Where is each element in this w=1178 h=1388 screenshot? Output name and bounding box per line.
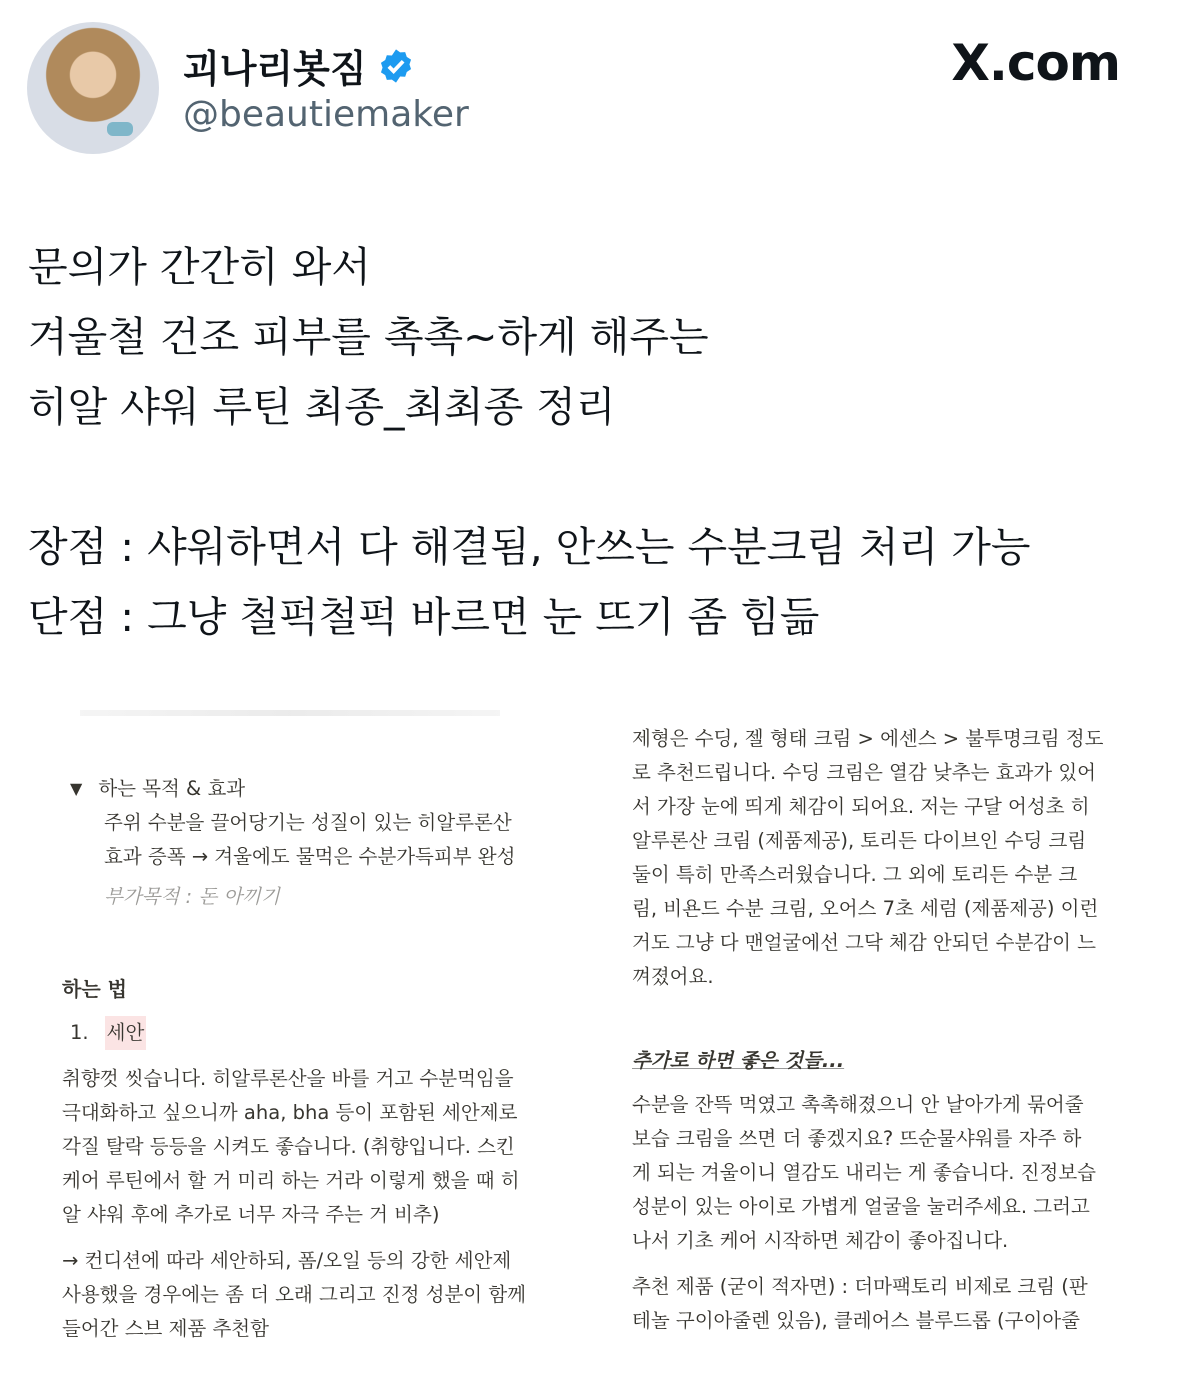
paragraph <box>632 1270 1132 1338</box>
paragraph <box>62 1062 562 1232</box>
subheading: 추가로 하면 좋은 것들... <box>632 1049 845 1072</box>
text-line: → 컨디션에 따라 세안하되, 폼/오일 등의 강한 세안제 <box>62 1249 512 1272</box>
step-item <box>70 1016 562 1050</box>
tweet-line: 히알 샤워 루틴 최종_최최종 정리 <box>28 383 616 431</box>
avatar[interactable] <box>27 22 159 154</box>
paragraph <box>62 1244 562 1345</box>
text-line: 케어 루틴에서 할 거 미리 하는 거라 이렇게 했을 때 히 <box>62 1169 520 1192</box>
text-line: 효과 증폭 → 겨울에도 물먹은 수분가득피부 완성 <box>104 845 516 868</box>
left-column <box>62 772 562 1345</box>
text-line: 보습 크림을 쓰면 더 좋겠지요? 뜨순물샤워를 자주 하 <box>632 1127 1082 1150</box>
step-label: 세안 <box>105 1016 147 1050</box>
text-line: 림, 비욘드 수분 크림, 오어스 7초 세럼 (제품제공) 이런 <box>632 897 1099 920</box>
text-line: 알 샤워 후에 추가로 너무 자극 주는 거 비추) <box>62 1203 440 1226</box>
avatar-bow-decoration <box>107 122 133 136</box>
paragraph <box>632 1088 1132 1258</box>
tweet-line: 문의가 간간히 와서 <box>28 243 371 291</box>
text-line: 거도 그냥 다 맨얼굴에선 그닥 체감 안되던 수분감이 느 <box>632 931 1097 954</box>
text-line: 각질 탈락 등등을 시켜도 좋습니다. (취향입니다. 스킨 <box>62 1135 515 1158</box>
text-line: 알루론산 크림 (제품제공), 토리든 다이브인 수딩 크림 <box>632 829 1087 852</box>
text-line: 추천 제품 (굳이 적자면) : 더마팩토리 비제로 크림 (판 <box>632 1275 1088 1298</box>
user-handle[interactable]: @beautiemaker <box>183 94 469 135</box>
toggle-title: 하는 목적 & 효과 <box>98 777 246 800</box>
display-name-row <box>183 38 415 93</box>
text-line: 껴졌어요. <box>632 965 714 988</box>
text-line: 극대화하고 싶으니까 aha, bha 등이 포함된 세안제로 <box>62 1101 518 1124</box>
purpose-text <box>104 806 562 914</box>
text-line: 성분이 있는 아이로 가볍게 얼굴을 눌러주세요. 그러고 <box>632 1195 1090 1218</box>
text-line: 들어간 스브 제품 추천함 <box>62 1317 269 1340</box>
site-logo: X.com <box>951 34 1120 92</box>
tweet-line: 겨울철 건조 피부를 촉촉~하게 해주는 <box>28 313 709 361</box>
tweet-cons: 단점 : 그냥 철퍽철퍽 바르면 눈 뜨기 좀 힘듦 <box>28 593 820 641</box>
text-line: 로 추천드립니다. 수딩 크림은 열감 낮추는 효과가 있어 <box>632 761 1097 784</box>
how-heading: 하는 법 <box>62 977 127 1001</box>
text-line: 취향껏 씻습니다. 히알루론산을 바를 거고 수분먹임을 <box>62 1067 514 1090</box>
text-line: 나서 기초 케어 시작하면 체감이 좋아집니다. <box>632 1229 1009 1252</box>
text-line: 게 되는 겨울이니 열감도 내리는 게 좋습니다. 진정보습 <box>632 1161 1097 1184</box>
triangle-down-icon[interactable]: ▼ <box>70 779 83 798</box>
verified-badge-icon <box>377 47 415 85</box>
text-line: 제형은 수딩, 젤 형태 크림 > 에센스 > 불투명크림 정도 <box>632 727 1104 750</box>
attached-image[interactable] <box>40 700 1140 1345</box>
cropped-text-remnant <box>80 710 500 716</box>
toggle-purpose[interactable] <box>70 772 562 806</box>
tweet-text <box>28 232 1030 652</box>
right-column <box>632 722 1132 1338</box>
display-name[interactable]: 괴나리봇짐 <box>183 47 367 91</box>
text-line: 테놀 구이아줄렌 있음), 클레어스 블루드롭 (구이아줄 <box>632 1309 1080 1332</box>
paragraph <box>632 722 1132 994</box>
text-line: 서 가장 눈에 띄게 체감이 되어요. 저는 구달 어성초 히 <box>632 795 1090 818</box>
text-line: 수분을 잔뜩 먹였고 촉촉해졌으니 안 날아가게 묶어줄 <box>632 1093 1084 1116</box>
step-number: 1. <box>70 1021 89 1044</box>
text-line: 둘이 특히 만족스러웠습니다. 그 외에 토리든 수분 크 <box>632 863 1078 886</box>
text-line: 사용했을 경우에는 좀 더 오래 그리고 진정 성분이 함께 <box>62 1283 527 1306</box>
extra-purpose: 부가목적 : 돈 아끼기 <box>104 885 280 908</box>
text-line: 주위 수분을 끌어당기는 성질이 있는 히알루론산 <box>104 811 512 834</box>
tweet-pros: 장점 : 샤워하면서 다 해결됨, 안쓰는 수분크림 처리 가능 <box>28 523 1031 571</box>
